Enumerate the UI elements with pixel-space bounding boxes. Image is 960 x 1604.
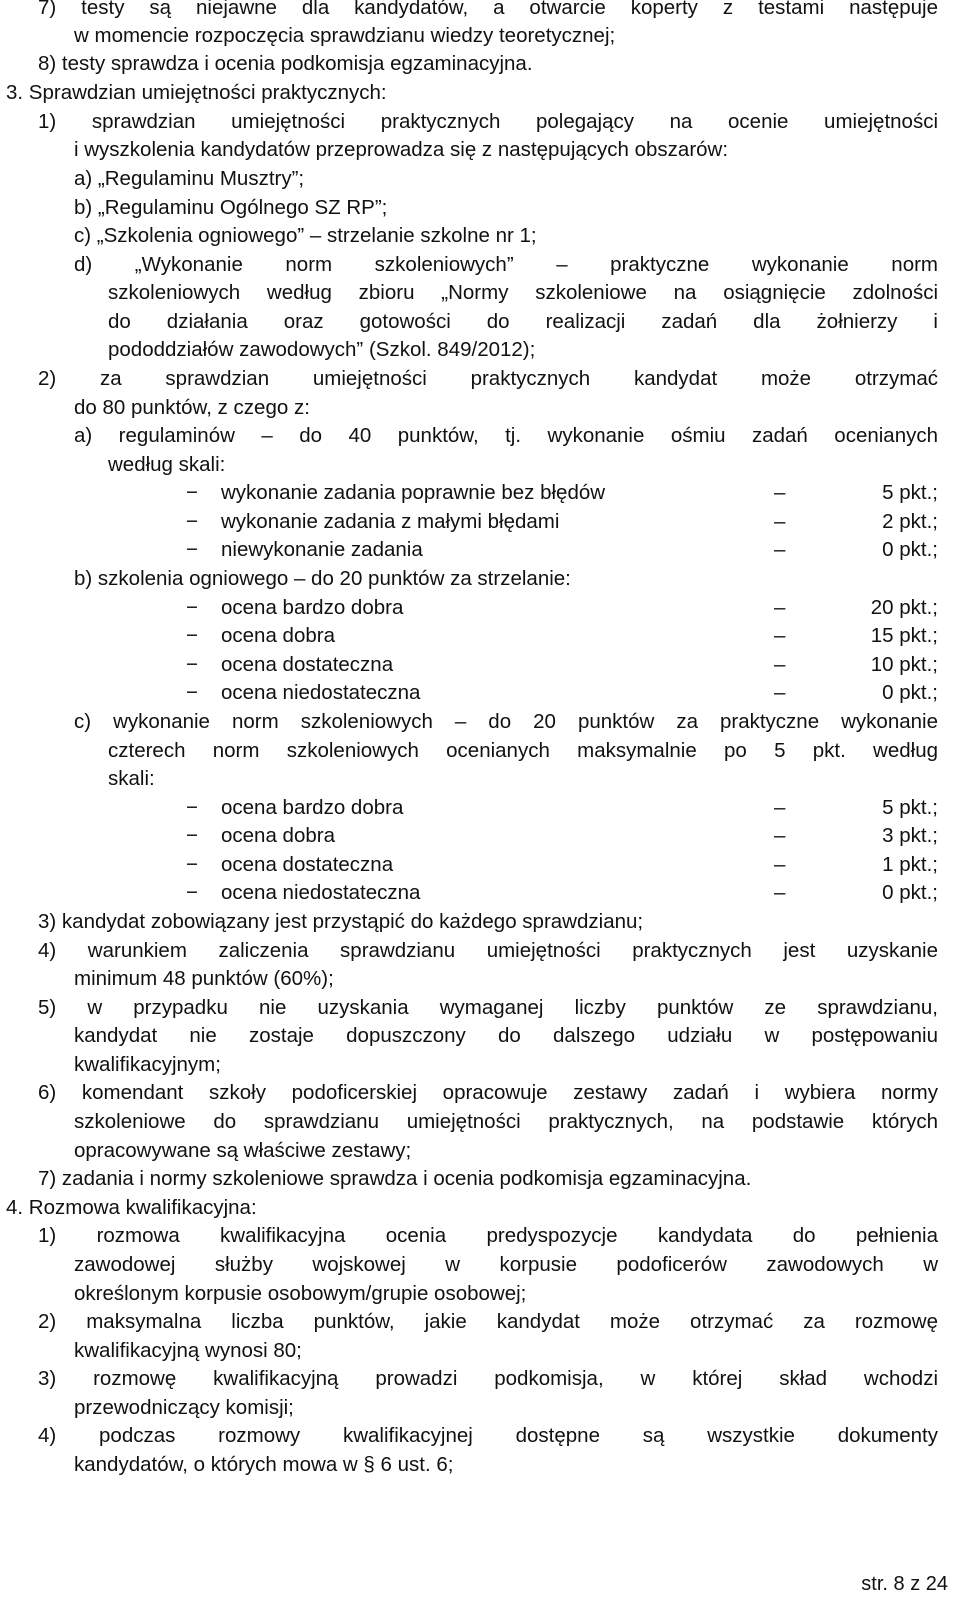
points-dash: – [774, 481, 786, 504]
list-item-continuation: w momencie rozpoczęcia sprawdzianu wiedzy teoretycznej; [74, 24, 616, 47]
sub-item-continuation: skali: [108, 767, 155, 790]
list-item-continuation: szkoleniowe do sprawdzianu umiejętności praktycznych, na podstawie których [74, 1110, 938, 1133]
points-dash: – [774, 538, 786, 561]
points-dash: – [774, 596, 786, 619]
sub-item: a) regulaminów – do 40 punktów, tj. wykonanie ośmiu zadań ocenianych [74, 424, 938, 447]
scale-points: 3 pkt.; [882, 824, 938, 847]
scale-label: wykonanie zadania z małymi błędami [221, 510, 560, 533]
sub-item-continuation: czterech norm szkoleniowych ocenianych maksymalnie po 5 pkt. według [108, 739, 938, 762]
page-number: str. 8 z 24 [861, 1573, 948, 1595]
scale-label: niewykonanie zadania [221, 538, 423, 561]
list-item: 3) rozmowę kwalifikacyjną prowadzi podkomisja, w której skład wchodzi [38, 1367, 938, 1390]
dash-marker: − [186, 653, 198, 676]
scale-points: 5 pkt.; [882, 481, 938, 504]
scale-label: ocena dostateczna [221, 653, 394, 676]
list-item-continuation: zawodowej służby wojskowej w korpusie podoficerów zawodowych w [74, 1253, 938, 1276]
list-item-continuation: przewodniczący komisji; [74, 1396, 294, 1419]
list-item: 1) sprawdzian umiejętności praktycznych polegający na ocenie umiejętności [38, 110, 938, 133]
dash-marker: − [186, 538, 198, 561]
points-dash: – [774, 853, 786, 876]
list-item-continuation: kwalifikacyjną wynosi 80; [74, 1339, 302, 1362]
dash-marker: − [186, 481, 198, 504]
scale-points: 1 pkt.; [882, 853, 938, 876]
sub-item: a) „Regulaminu Musztry”; [74, 167, 305, 190]
dash-marker: − [186, 624, 198, 647]
list-item-continuation: opracowywane są właściwe zestawy; [74, 1139, 412, 1162]
list-item-continuation: do 80 punktów, z czego z: [74, 396, 310, 419]
list-item-continuation: kwalifikacyjnym; [74, 1053, 221, 1076]
list-item-continuation: określonym korpusie osobowym/grupie osobowej; [74, 1282, 527, 1305]
list-item-continuation: minimum 48 punktów (60%); [74, 967, 334, 990]
sub-item-continuation: według skali: [108, 453, 226, 476]
points-dash: – [774, 510, 786, 533]
sub-item: d) „Wykonanie norm szkoleniowych” – praktyczne wykonanie norm [74, 253, 938, 276]
list-item: 6) komendant szkoły podoficerskiej opracowuje zestawy zadań i wybiera normy [38, 1081, 938, 1104]
scale-label: ocena bardzo dobra [221, 796, 404, 819]
list-item: 7) testy są niejawne dla kandydatów, a otwarcie koperty z testami następuje [38, 0, 938, 19]
points-dash: – [774, 624, 786, 647]
scale-label: ocena niedostateczna [221, 881, 421, 904]
scale-points: 2 pkt.; [882, 510, 938, 533]
dash-marker: − [186, 853, 198, 876]
list-item: 5) w przypadku nie uzyskania wymaganej liczby punktów ze sprawdzianu, [38, 996, 938, 1019]
section-heading: 3. Sprawdzian umiejętności praktycznych: [6, 81, 387, 104]
dash-marker: − [186, 796, 198, 819]
sub-item-continuation: do działania oraz gotowości do realizacji zadań dla żołnierzy i [108, 310, 938, 333]
points-dash: – [774, 681, 786, 704]
dash-marker: − [186, 681, 198, 704]
list-item-continuation: i wyszkolenia kandydatów przeprowadza się z następujących obszarów: [74, 138, 729, 161]
list-item: 3) kandydat zobowiązany jest przystąpić do każdego sprawdzianu; [38, 910, 644, 933]
scale-points: 0 pkt.; [882, 881, 938, 904]
sub-item: c) wykonanie norm szkoleniowych – do 20 punktów za praktyczne wykonanie [74, 710, 938, 733]
list-item: 8) testy sprawdza i ocenia podkomisja egzaminacyjna. [38, 52, 533, 75]
list-item-continuation: kandydat nie zostaje dopuszczony do dalszego udziału w postępowaniu [74, 1024, 938, 1047]
section-heading: 4. Rozmowa kwalifikacyjna: [6, 1196, 257, 1219]
list-item: 7) zadania i normy szkoleniowe sprawdza i ocenia podkomisja egzaminacyjna. [38, 1167, 752, 1190]
scale-points: 5 pkt.; [882, 796, 938, 819]
points-dash: – [774, 824, 786, 847]
list-item: 1) rozmowa kwalifikacyjna ocenia predyspozycje kandydata do pełnienia [38, 1224, 938, 1247]
dash-marker: − [186, 596, 198, 619]
dash-marker: − [186, 824, 198, 847]
scale-points: 10 pkt.; [870, 653, 938, 676]
list-item: 2) za sprawdzian umiejętności praktycznych kandydat może otrzymać [38, 367, 938, 390]
sub-item-continuation: szkoleniowych według zbioru „Normy szkoleniowe na osiągnięcie zdolności [108, 281, 938, 304]
sub-item: b) „Regulaminu Ogólnego SZ RP”; [74, 196, 388, 219]
list-item: 4) warunkiem zaliczenia sprawdzianu umiejętności praktycznych jest uzyskanie [38, 939, 938, 962]
points-dash: – [774, 796, 786, 819]
scale-label: ocena niedostateczna [221, 681, 421, 704]
list-item-continuation: kandydatów, o których mowa w § 6 ust. 6; [74, 1453, 454, 1476]
scale-label: ocena dobra [221, 624, 335, 647]
scale-points: 0 pkt.; [882, 538, 938, 561]
scale-points: 0 pkt.; [882, 681, 938, 704]
list-item: 4) podczas rozmowy kwalifikacyjnej dostępne są wszystkie dokumenty [38, 1424, 938, 1447]
list-item: 2) maksymalna liczba punktów, jakie kandydat może otrzymać za rozmowę [38, 1310, 938, 1333]
sub-item: c) „Szkolenia ogniowego” – strzelanie szkolne nr 1; [74, 224, 537, 247]
points-dash: – [774, 881, 786, 904]
points-dash: – [774, 653, 786, 676]
dash-marker: − [186, 510, 198, 533]
dash-marker: − [186, 881, 198, 904]
scale-label: ocena dostateczna [221, 853, 394, 876]
sub-item: b) szkolenia ogniowego – do 20 punktów za strzelanie: [74, 567, 571, 590]
scale-points: 20 pkt.; [870, 596, 938, 619]
scale-points: 15 pkt.; [870, 624, 938, 647]
scale-label: ocena bardzo dobra [221, 596, 404, 619]
scale-label: ocena dobra [221, 824, 335, 847]
sub-item-continuation: pododdziałów zawodowych” (Szkol. 849/2012); [108, 338, 536, 361]
scale-label: wykonanie zadania poprawnie bez błędów [221, 481, 606, 504]
